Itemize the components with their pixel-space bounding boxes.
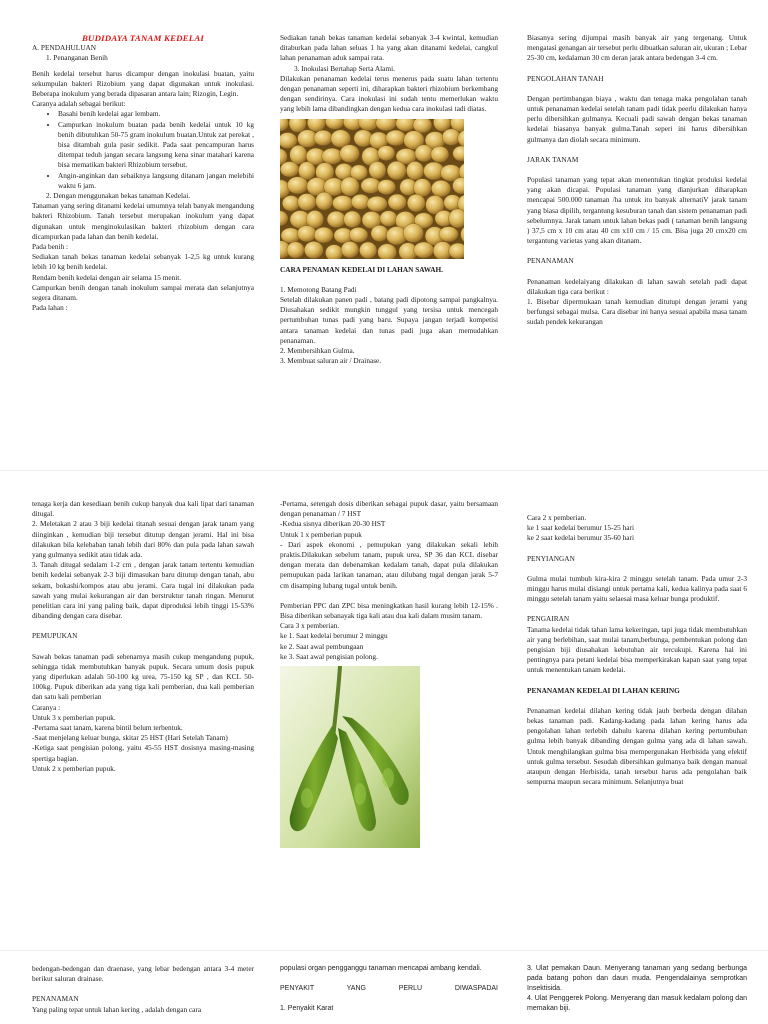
page-divider (0, 950, 768, 951)
paragraph: Penanaman kedelaiyang dilakukan di lahan sawah setelah padi dapat dilakukan tiga cara berikut : (527, 276, 747, 296)
paragraph: Caranya : (32, 702, 61, 712)
list-item: 3. Membuat saluran air / Drainase. (280, 356, 382, 366)
list-item: 1. Penyakit Karat (280, 1005, 334, 1012)
list-item: • Campurkan inokulum buatan pada benih kedelai untuk 10 kg benih dibutuhkan 50-75 gram inokulum buatan.Untuk zat perekat , bisa ditambah gula pasir sedikit. Pada saat pencampuran harus ditempat teduh jangan secara langsung kena sinar matahari karena bisa mematikan bakteri Rhizobium tersebut. (58, 120, 254, 171)
bullet-list (32, 109, 254, 191)
heading-lahan-kering: PENANAMAN KEDELAI DI LAHAN KERING (527, 685, 680, 695)
paragraph: Untuk 3 x pemberian pupuk. (32, 712, 116, 722)
heading-pengolahan-tanah: PENGOLAHAN TANAH (527, 73, 604, 83)
paragraph: populasi organ pengganggu tanaman mencapai ambang kendali. (280, 965, 482, 972)
subheading-bekas-tanaman: 2. Dengan menggunakan bekas tanaman Kedelai. (46, 191, 191, 201)
paragraph: 2. Meletakan 2 atau 3 biji kedelai titanah sesuai dengan jarak tanam yang diinginkan , kemudian biji tersebut ditutup dengan jerami. Hal ini bisa dilakukan bila kelebaban tanah lebih dari 80% dan pula pada lahan sawah yang gulmanya sedikit atau tidak ada. (32, 519, 254, 560)
page-3 (0, 962, 768, 1024)
paragraph: -Pertama saat tanam, karena bintil belum terbentuk. (32, 723, 183, 733)
paragraph: Sediakan tanah bekas tanaman kedelai sebanyak 3-4 kwintal, kemudian ditaburkan pada lahan seluas 1 ha yang akan ditanami kedelai, cangkul lahan penanaman aduk sampai rata. (280, 33, 498, 63)
list-item: 3. Ulat pemakan Daun. Menyerang tanaman yang sedang berbunga pada batang pohon dan daun muda. Pengendalainya semprotkan Insektisida. (527, 965, 747, 992)
paragraph: Benih kedelai tersebut harus dicampur dengan inokulasi buatan, yaitu sekumpulan bakteri Rizobium yang dapat digunakan untuk inokulasi. Beberapa inokulum yang berada dipasaran antara lain; Rizogin, Legin. (32, 68, 254, 99)
page2-column-2 (280, 499, 498, 854)
page3-column-2 (280, 964, 498, 1014)
page-2 (0, 496, 768, 936)
paragraph: Caranya adalah sebagai berikut: (32, 99, 126, 109)
heading-pemupukan: PEMUPUKAN (32, 631, 78, 641)
list-item: 4. Ulat Penggerek Polong. Menyerang dan masuk kedalam polong dan memakan biji. (527, 995, 747, 1012)
heading-cara-penanaman-sawah: CARA PENAMAN KEDELAI DI LAHAN SAWAH. (280, 264, 443, 274)
soybeans-photo (280, 119, 464, 259)
list-item: • Basahi benih kedelai agar lembam. (58, 109, 254, 119)
list-item: 2. Membersihkan Gulma. (280, 346, 355, 356)
subheading-inokulasi: 3. Inokulasi Bertahap Serta Alami. (294, 63, 395, 73)
paragraph: Dilakukan penanaman kedelai terus menerus pada suatu lahan tertentu dengan penanaman seperti ini, diharapkan bakteri rhizobium berkembang dengan sendirinya. Cara inokulasi ini sudah tentu memerlukan waktu yang lebih lama dibandingkan dengan kedua cara inokulasi tadi diatas. (280, 73, 498, 114)
paragraph: Tanaman yang sering ditanami kedelai umumnya telah banyak mengandung bakteri Rhizobium. Tanah tersebut merupakan inokulum yang dapat digunakan untuk menginokulasikan bakteri rhizobium dengan cara dicampurkan pada lahan dan benih kedelai. (32, 201, 254, 241)
paragraph: - Dari aspek ekonomi , pemupukan yang dilakukan sekali lebih praktis.Dilakukan sebelum tanam, pupuk urea, SP 36 dan KCL disebar dengan merata dan debenamkan kedalam tanah, dapat pula dilakukan pemupukan pada larikan tanaman, atau dilubang tugal dengan jarak 5-7 cm disamping lubang tugal untuk benih. (280, 539, 498, 590)
paragraph: Penanaman kedelai dilahan kering tidak jauh berbeda dengan dilahan bekas tanaman padi. Kadang-kadang pada lahan kering harus ada pengolahan lahan terlebih dahulu karena dilahan kering pertumbuhan gulma lebih banyak dibanding dengan gulma yang ada di lahan sawah. Untuk menghilangkan gulma bisa mempergunakan Herbisida yang efektif untuk gulma tersebut. Sesudah dibersihkan gulmanya baik dengan manual ataupun dengan Herbisida, tanah tersebut harus ada pengolahan baik sempurna maupun secara minimum. Selanjutnya buat (527, 705, 747, 787)
paragraph: -Ketiga saat pengisian polong, yaitu 45-55 HST dosisnya masing-masing spertiga bagian. (32, 743, 254, 763)
page1-column-2 (280, 33, 498, 366)
paragraph: Gulma mulai tumbuh kira-kira 2 minggu setelah tanam. Pada umur 2-3 minggu harus mulai disiangi untuk pertama kali, kedua kalinya pada saat 6 minggu setelah tanam yaitu selaesai masa keluar bunga produktif. (527, 573, 747, 604)
paragraph: 1. Bisebar dipermukaan tanah kemudian ditutupi dengan jerami yang berfungsi sebagai mulsa. Cara disebar ini hanya sesuai apabila masa tanam sudah pendek kekurangan (527, 297, 747, 327)
paragraph: -Kedua sisnya diberikan 20-30 HST (280, 519, 386, 529)
list-item: ke 3. Saat awal pengisian polong. (280, 651, 378, 661)
list-item: ke 2. Saat awal pembungaan (280, 641, 364, 651)
page2-column-3 (527, 513, 747, 787)
page1-column-1 (32, 33, 254, 313)
list-item: • Angin-anginkan dan sebaiknya langsung ditanam jangan melebihi waktu 6 jam. (58, 171, 254, 191)
paragraph: Pada lahan : (32, 303, 68, 313)
paragraph: bedengan-bedengan dan draenase, yang lebar bedengan antara 3-4 meter berikut saluran drainase. (32, 964, 254, 984)
page3-column-1 (32, 964, 254, 1015)
document-title: BUDIDAYA TANAM KEDELAI (81, 33, 205, 43)
list-item: 1. Memotong Batang Padi (280, 284, 357, 294)
page-1 (0, 0, 768, 448)
heading-penyiangan: PENYIANGAN (527, 553, 575, 563)
page-divider (0, 470, 768, 471)
page3-column-3 (527, 964, 747, 1014)
paragraph: Untuk 2 x pemberian pupuk. (32, 763, 116, 773)
paragraph: tenaga kerja dan kesediaan benih cukup banyak dua kali lipat dari tanaman ditugal. (32, 499, 254, 519)
paragraph: Cara 2 x pemberian. (527, 513, 587, 522)
page2-column-1 (32, 499, 254, 774)
subheading-penanganan-benih: 1. Penanganan Benih (46, 53, 108, 63)
list-item: ke 1. Saat kedelai berumur 2 minggu (280, 631, 388, 641)
soybean-pods-photo (280, 666, 420, 848)
paragraph: Sediakan tanah bekas tanaman kedelai sebanyak 1-2,5 kg untuk kurang lebih 10 kg benih kedelai. (32, 252, 254, 272)
paragraph: Setelah dilakukan panen padi , batang padi dipotong sampai pangkalnya. Diusahakan sedikit mungkin tunggul yang tersisa untuk mencegah pertumbuhan tunas padi yang baru. Supaya jangan terjadi kompetisi antara tanaman kedelai dan tunas padi juga akan memudahkan penanaman. (280, 295, 498, 345)
paragraph: -Saat menjelang keluar bunga, skitar 25 HST (Hari Setelah Tanam) (32, 733, 228, 743)
heading-penanaman: PENANAMAN (527, 256, 574, 266)
paragraph: Yang paling tepat untuk lahan kering , adalah dengan cara (32, 1004, 202, 1014)
heading-pendahuluan: A. PENDAHULUAN (32, 43, 97, 53)
paragraph: Sawah bekas tanaman padi sebenarnya masih cukup mengandung pupuk, sehingga tidak membutuhkan banyak pupuk. Secara umum dosis pupuk yang diperlukan adalah 50-100 kg urea, 75-150 kg SP , dan KCL 50- 100kg. Pupuk diberikan ada yang tiga kali pemberian, dua kali pemberian dan satu kali pemberian (32, 651, 254, 702)
heading-pengairan: PENGAIRAN (527, 614, 570, 624)
paragraph: Pemberian PPC dan ZPC bisa meningkatkan hasil kurang lebih 12-15% . Bisa diberikan sebanayak tiga kali atau dua kali dalam musim tanam. (280, 600, 498, 621)
paragraph: Campurkan benih dengan tanah inokulum sampai merata dan selanjutnya segera ditanam. (32, 282, 254, 303)
heading-jarak-tanam: JARAK TANAM (527, 154, 579, 164)
paragraph: Untuk 1 x pemberian pupuk (280, 529, 362, 539)
paragraph: Tanama kedelai tidak tahan lama kekeringan, tapi juga tidak membutuhkan air yang berlebihan, saat mulai tanam,berbunga, pembentukan polong dan pengisian biji diusahakan kebutuhan air tercukupi. Karena hal ini pentingnya para petani kedelai bisa memperkirakan kapan saat yang tepat untuk menentukan tanam kedelai. (527, 624, 747, 675)
page1-column-3 (527, 33, 747, 328)
heading-penanaman: PENANAMAN (32, 994, 79, 1004)
paragraph: Biasanya sering dijumpai masih banyak air yang tergenang. Untuk mengatasi genangan air tersebut perlu dibuatkan saluran air, ukuran ; Lebar 25-30 cm, kedalaman 30 cm deran jarak antara bedengan 3-4 cm. (527, 33, 747, 63)
paragraph: Dengan pertimbangan biaya , waktu dan tenaga maka pengolahan tanah untuk penanaman kedelai setelah tanam padi tidak peerlu dilakukan hanya perlu dibersihkan gulmanya. Kecuali padi sawah dengan bekas tanaman kedelai biasanya banyak gulma.Tanah seperi ini harus dibersihkan gulmanya dan diolah secara minimum. (527, 93, 747, 144)
paragraph: Rendam benih kedelai dengan air selama 15 menit. (32, 272, 182, 282)
paragraph: ke 2 saat kedelai berumur 35-60 hari (527, 533, 634, 543)
paragraph: Cara 3 x pemberian. (280, 621, 340, 631)
paragraph: ke 1 saat kedelai berumur 15-25 hari (527, 523, 634, 533)
paragraph: 3. Tanah ditugal sedalam 1-2 cm , dengan jarak tanam tertentu kemudian benih kedelai sebanyak 2-3 biji dimasukan baru ditutup dengan tanah, abu sekam, bokashi/kompos atau abu jerami. Cara tugal ini dilakukan pada sawah yang mulai kekurangan air dan berstruktur tanah ringan. Menurut penelitian cara ini yang paling baik, dapat diproduksi lebih tinggi 15-53% dibanding dengan cara disebar. (32, 560, 254, 621)
paragraph: -Pertama, setengah dosis diberikan sebagai pupuk dasar, yaitu bersamaan dengan penanaman / 7 HST (280, 499, 498, 519)
paragraph: Populasi tanaman yang tepat akan menentukan tingkat produksi kedelai yang akan dicapai. Populasi tanaman yang dianjurkan diharapkan mencapai 500.000 tanaman /ha untuk itu banyak alternatiV jarak tanam yang biasa dipilih, tergantung kesuburan tanah dan sistem penanaman padi sebelumnya. Jarak tanam untuk lahan bekas padi ( tanaman benih langsung ) 37,5 cm x 10 cm atau 40 cm x10 cm / 15 cm. Bisa juga 20 cmx20 cm tergantung varietas yang akan ditanam. (527, 175, 747, 246)
heading-penyakit: PENYAKIT YANG PERLU DIWASPADAI (280, 985, 498, 992)
paragraph: Pada benih : (32, 242, 69, 252)
